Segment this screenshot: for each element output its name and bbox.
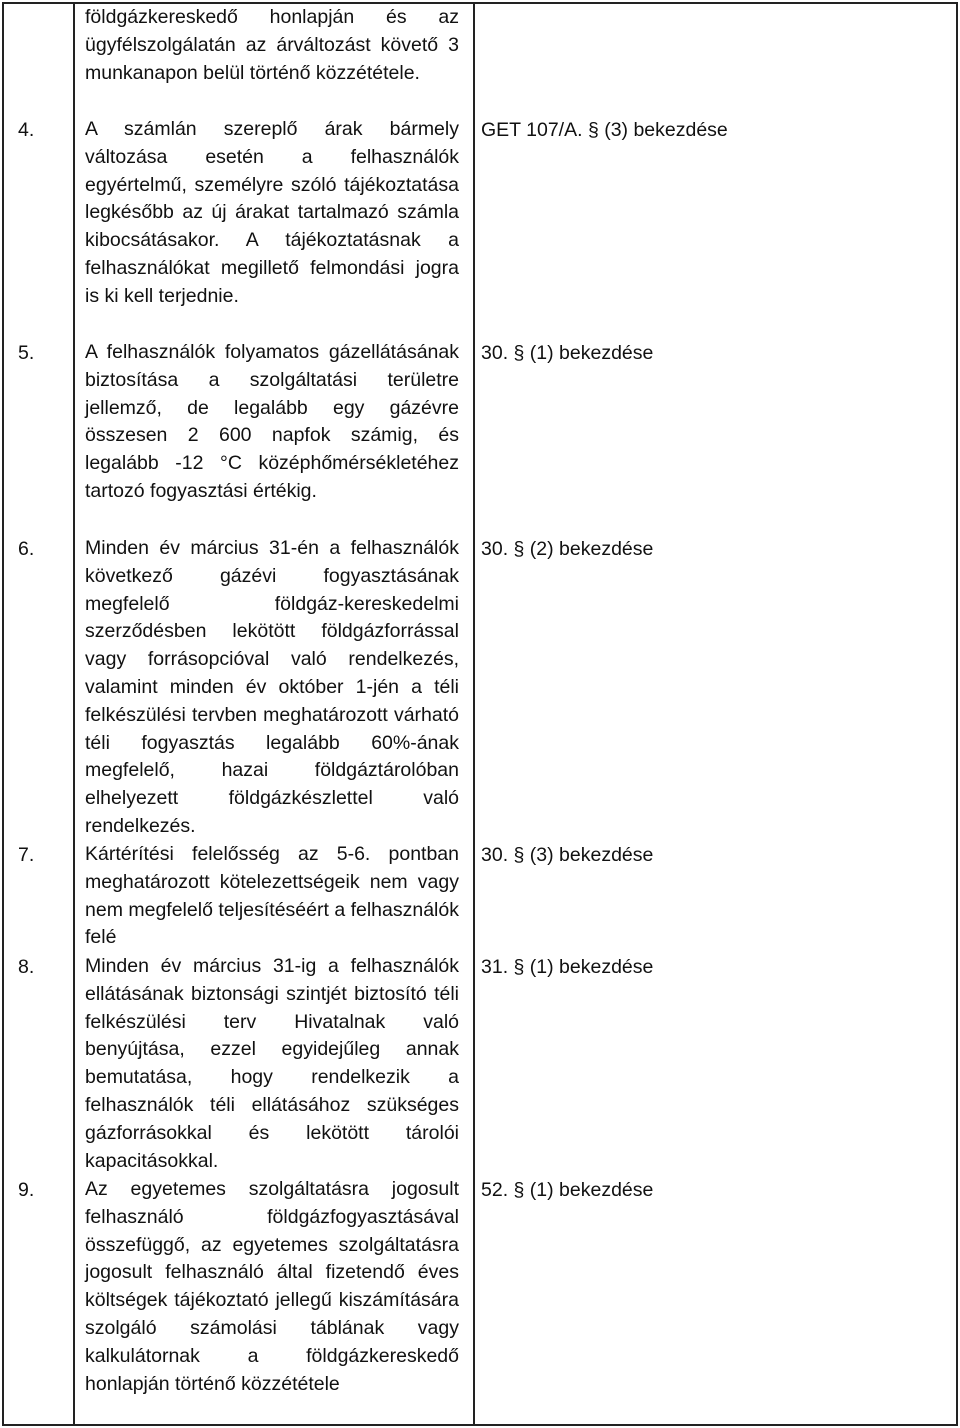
column-divider <box>473 4 475 1424</box>
row-text: földgázkereskedő honlapján és az ügyfélszolgálatán az árváltozást követő 3 munkanapon belül történő közzététele. <box>85 6 459 84</box>
row-number: 4. <box>18 119 35 141</box>
row-reference: 30. § (1) bekezdése <box>481 342 654 364</box>
row-text: Minden év március 31-én a felhasználók következő gázévi fogyasztásának megfelelő földgáz-kereskedelmi szerződésben lekötött földgázforrással vagy forrásopcióval való rendelkezés, valamint minden év október 1-jén a téli felkészülési tervben meghatározott várható téli fogyasztás legalább 60%-ának megfelelő, hazai földgáztárolóban elhelyezett földgázkészlettel való rendelkezés. <box>85 537 459 837</box>
row-number: 8. <box>18 956 35 978</box>
row-number: 6. <box>18 538 35 560</box>
row-number: 9. <box>18 1179 35 1201</box>
row-text: Kártérítési felelősség az 5-6. pontban meghatározott kötelezettségeik nem vagy nem megfelelő teljesítéséért a felhasználók felé <box>85 843 459 949</box>
row-text: Minden év március 31-ig a felhasználók ellátásának biztonsági szintjét biztosító téli felkészülési terv Hivatalnak való benyújtása, ezzel egyidejűleg annak bemutatása, hogy rendelkezik a felhasználók téli ellátásához szükséges gázforrásokkal és lekötött tárolói kapacitásokkal. <box>85 955 459 1172</box>
row-reference: 30. § (2) bekezdése <box>481 538 654 560</box>
row-text: A számlán szereplő árak bármely változása esetén a felhasználók egyértelmű, személyre szóló tájékoztatása legkésőbb az új árakat tartalmazó számla kibocsátásakor. A tájékoztatásnak a felhasználókat megillető felmondási jogra is ki kell terjednie. <box>85 118 459 307</box>
row-text: Az egyetemes szolgáltatásra jogosult felhasználó földgázfogyasztásával összefüggő, az egyetemes szolgáltatásra jogosult felhasználó által fizetendő éves költségek tájékoztató jellegű kiszámítására szolgáló számolási táblának vagy kalkulátornak a földgázkereskedő honlapján történő közzététele <box>85 1178 459 1395</box>
row-text: A felhasználók folyamatos gázellátásának biztosítása a szolgáltatási területre jellemző, de legalább egy gázévre összesen 2 600 napfok számig, és legalább -12 °C középhőmérsékletéhez tartozó fogyasztási értékig. <box>85 341 459 502</box>
row-number: 7. <box>18 844 35 866</box>
row-reference: GET 107/A. § (3) bekezdése <box>481 119 728 141</box>
column-divider <box>73 4 75 1424</box>
row-reference: 30. § (3) bekezdése <box>481 844 654 866</box>
row-number: 5. <box>18 342 35 364</box>
row-reference: 52. § (1) bekezdése <box>481 1179 654 1201</box>
row-reference: 31. § (1) bekezdése <box>481 956 654 978</box>
